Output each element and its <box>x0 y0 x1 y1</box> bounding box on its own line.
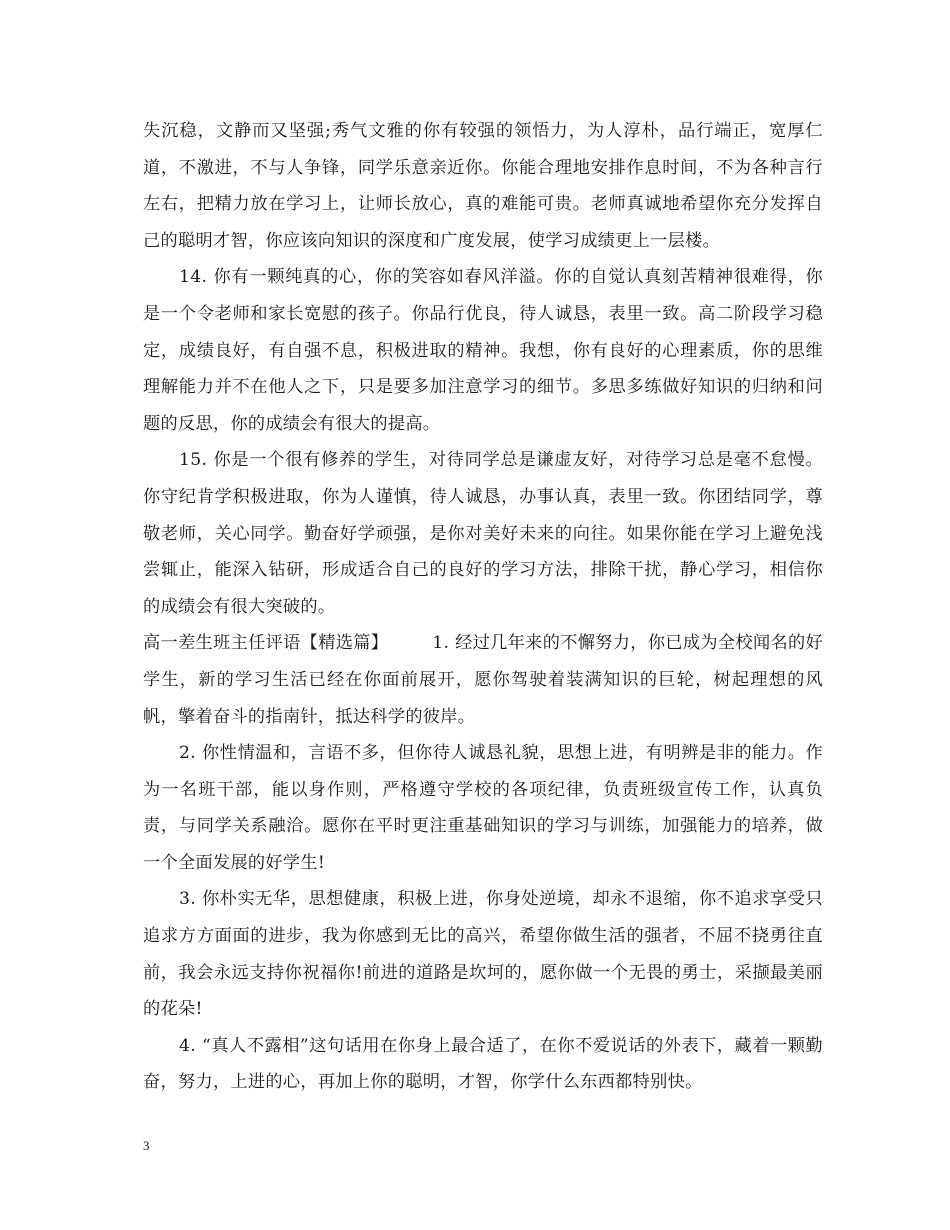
paragraph-item-14: 14. 你有一颗纯真的心，你的笑容如春风洋溢。你的自觉认真刻苦精神很难得，你是一个令老师和家长宽慰的孩子。你品行优良，待人诚恳，表里一致。高二阶段学习稳定，成绩良好，有自强不息，积极进取的精神。我想，你有良好的心理素质，你的思维理解能力并不在他人之下，只是要多加注意学习的细节。多思多练做好知识的归纳和问题的反思，你的成绩会有很大的提高。 <box>143 267 823 434</box>
paragraph-item-4: 4. “真人不露相”这句话用在你身上最合适了，在你不爱说话的外表下，藏着一颗勤奋，努力，上进的心，再加上你的聪明，才智，你学什么东西都特别快。 <box>143 1035 823 1093</box>
paragraph-item-15: 15. 你是一个很有修养的学生，对待同学总是谦虚友好，对待学习总是毫不怠慢。你守纪肯学积极进取，你为人谨慎，待人诚恳，办事认真，表里一致。你团结同学，尊敬老师，关心同学。勤奋好学顽强，是你对美好未来的向往。如果你能在学习上避免浅尝辄止，能深入钻研，形成适合自己的良好的学习方法，排除干扰，静心学习，相信你的成绩会有很大突破的。 <box>143 450 823 617</box>
page-number: 3 <box>143 1138 150 1153</box>
section-title: 高一差生班主任评语【精选篇】 <box>143 633 389 654</box>
paragraph-continued: 失沉稳，文静而又坚强;秀气文雅的你有较强的领悟力，为人淳朴，品行端正，宽厚仁道，不激进，不与人争锋，同学乐意亲近你。你能合理地安排作息时间，不为各种言行左右，把精力放在学习上，让师长放心，真的难能可贵。老师真诚地希望你充分发挥自己的聪明才智，你应该向知识的深度和广度发展，使学习成绩更上一层楼。 <box>143 121 823 251</box>
document-body <box>143 113 823 1101</box>
section-paragraph <box>143 625 823 735</box>
paragraph-item-1: 1. 经过几年来的不懈努力，你已成为全校闻名的好学生，新的学习生活已经在你面前展开，愿你驾驶着装满知识的巨轮，树起理想的风帆，擎着奋斗的指南针，抵达科学的彼岸。 <box>143 633 823 727</box>
paragraph-item-2: 2. 你性情温和，言语不多，但你待人诚恳礼貌，思想上进，有明辨是非的能力。作为一名班干部，能以身作则，严格遵守学校的各项纪律，负责班级宣传工作，认真负责，与同学关系融洽。愿你在平时更注重基础知识的学习与训练，加强能力的培养，做一个全面发展的好学生! <box>143 743 823 873</box>
paragraph-item-3: 3. 你朴实无华，思想健康，积极上进，你身处逆境，却永不退缩，你不追求享受只追求方方面面的进步，我为你感到无比的高兴，希望你做生活的强者，不屈不挠勇往直前，我会永远支持你祝福你!前进的道路是坎坷的，愿你做一个无畏的勇士，采撷最美丽的花朵! <box>143 889 823 1020</box>
